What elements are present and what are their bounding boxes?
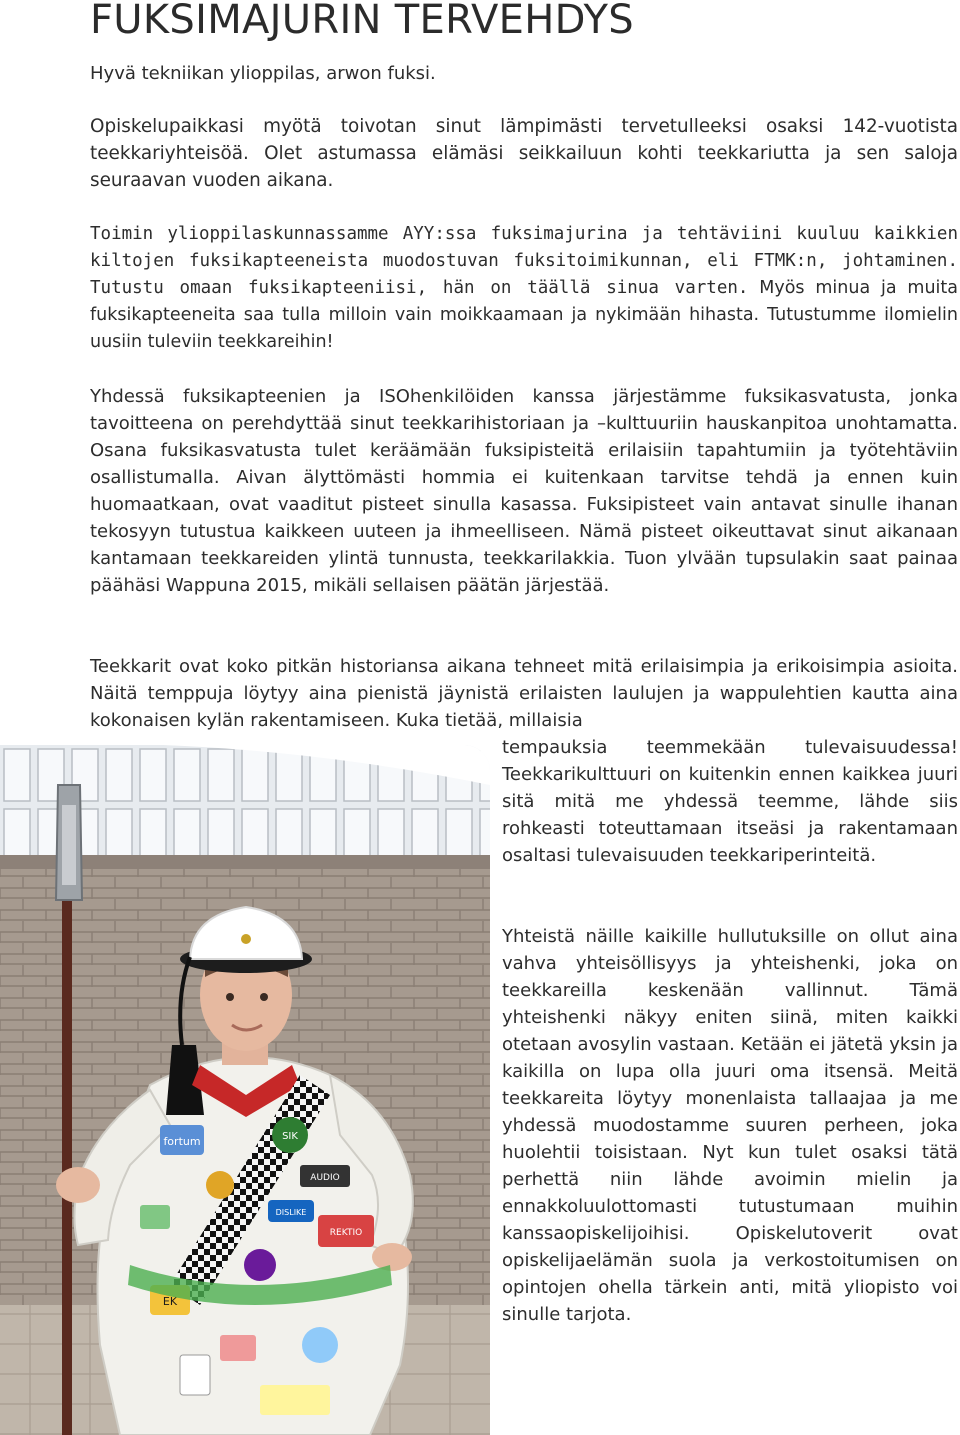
patch-dislike: DISLIKE (275, 1208, 307, 1217)
page-title: FUKSIMAJURIN TERVEHDYS (90, 0, 634, 43)
paragraph-traditions (90, 653, 958, 734)
patch-rektio: REKTIO (329, 1228, 363, 1238)
patch-audio: AUDIO (310, 1173, 340, 1183)
paragraph-role-part-2: Myös minua ja muita fuksikapteeneita saa tulla milloin vain moikkaamaan ja nykimään hihasta. Tutustumme ilomielin uusiin tuleviin teekkareihin! (90, 278, 958, 352)
photo-illustration (0, 745, 490, 1435)
patch-ek: EK (162, 1295, 178, 1308)
paragraph-traditions-continued: tempauksia teemmekään tulevaisuudessa! Teekkarikulttuuri on kuitenkin ennen kaikkea juuri sitä mitä me yhdessä teemme, lähde siis rohkeasti toteuttamaan itseäsi ja rakentamaan osaltasi tulevaisuuden teekkariperinteitä. (502, 737, 958, 866)
paragraph-role-part-1: Toimin ylioppilaskunnassamme AYY:ssa fuksimajurina ja tehtäviini kuuluu kaikkien kiltojen fuksikapteeneista muodostuvan fuksitoimikunnan, eli FTMK:n, johtaminen. Tutustu omaan fuksikapteeniisi, hän on täällä sinua varten. (90, 224, 958, 298)
greeting: Hyvä tekniikan ylioppilas, arwon fuksi. (90, 63, 436, 84)
paragraph-intro: Opiskelupaikkasi myötä toivotan sinut lämpimästi tervetulleeksi osaksi 142-vuotista teekkariyhteisöä. Olet astumassa elämäsi seikkailuun kohti teekkariutta ja sen saloja seuraavan vuoden aikana. (90, 116, 958, 191)
paragraph-community: Yhteistä näille kaikille hullutuksille on ollut aina vahva yhteisöllisyys ja yhteishenki, joka on teekkareilla keskenään vallinnut. Tämä yhteishenki näkyy eniten siinä, miten kaikki otetaan avosylin vastaan. Ketään ei jätetä yksin ja kaikilla on lupa olla juuri oma itsensä. Meitä teekkareita löytyy monenlaista tallaajaa ja me yhdessä muodostamme suuren perheen, joka huolehtii toisistaan. Nyt kun tulet osaksi tätä perhettä niin lähde avoimin mielin ja ennakkoluulottomasti tutustumaan muihin kanssaopiskelijoihisi. Opiskelutoverit ovat opiskelijaelämän suola ja verkostoitumisen on opintojen ohella tärkein anti, mitä yliopisto voi sinulle tarjota. (502, 926, 958, 1325)
paragraph-role (90, 221, 958, 356)
patch-sik: SIK (282, 1131, 298, 1142)
paragraph-fuksi-education: Yhdessä fuksikapteenien ja ISOhenkilöiden kanssa järjestämme fuksikasvatusta, jonka tavoitteena on perehdyttää sinut teekkarihistoriaan ja –kulttuuriin hauskanpitoa unohtamatta. Osana fuksikasvatusta tulet keräämään fuksipisteitä erilaisiin tapahtumiin ja työtehtäviin osallistumalla. Aivan älyttömästi hommia ei kuitenkaan tarvitse tehdä ja ennen kuin huomaatkaan, ovat vaaditut pisteet sinulla kasassa. Fuksipisteet vain antavat sinulle ihanan tekosyyn tutustua kaikkeen uuteen ja ihmeelliseen. Nämä pisteet oikeuttavat sinut aikanaan kantamaan teekkareiden ylintä tunnusta, teekkarilakkia. Tuon ylvään tupsulakin saat painaa päähäsi Wappuna 2015, mikäli sellaisen päätän järjestää. (90, 386, 958, 596)
photo-student-in-overalls (0, 745, 490, 1435)
patch-fortum: fortum (163, 1135, 201, 1148)
paragraph-traditions-full-width: Teekkarit ovat koko pitkän historiansa aikana tehneet mitä erilaisimpia ja erikoisimpia asioita. Näitä temppuja löytyy aina pienistä jäynistä erilaisten laulujen ja wappulehtien kautta aina kokonaisen kylän rakentamiseen. Kuka tietää, millaisia (90, 656, 958, 731)
